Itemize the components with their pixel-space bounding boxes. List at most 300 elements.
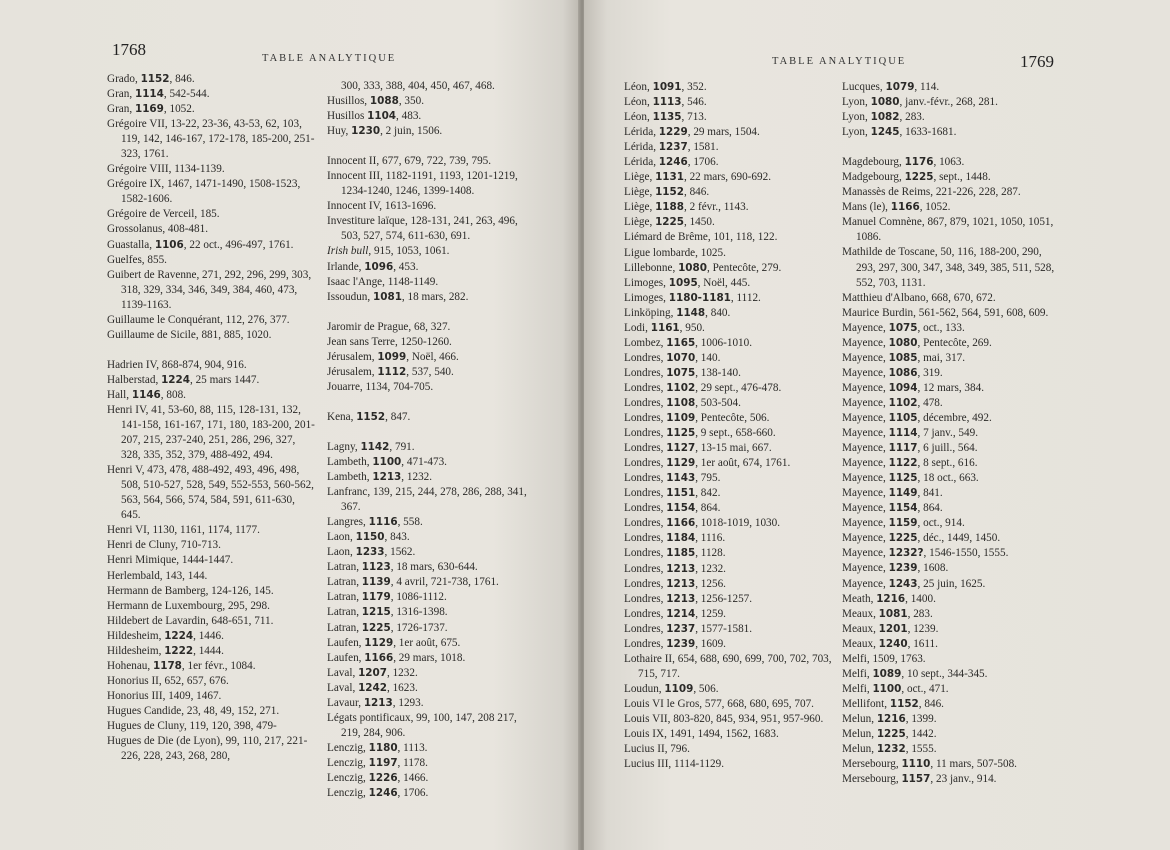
entry-refs: , 22 mars, 690-692.	[683, 171, 771, 184]
entry-term: Léon,	[624, 111, 653, 124]
entry-term: Londres,	[624, 412, 667, 425]
entry-year: 1225	[904, 171, 934, 184]
index-entry	[842, 95, 1062, 110]
entry-term: Jérusalem,	[327, 350, 378, 363]
entry-year: 1112	[377, 365, 407, 378]
entry-refs: , 847.	[385, 410, 411, 423]
index-entry	[327, 666, 539, 681]
entry-refs: , 23 janv., 914.	[930, 773, 997, 786]
entry-term: Mayence,	[842, 366, 889, 379]
index-entry: Manassès de Reims, 221-226, 228, 287.	[842, 186, 1021, 199]
entry-refs: , 1293.	[392, 696, 424, 709]
entry-refs: , sept., 1448.	[933, 171, 991, 184]
entry-term: Mayence,	[842, 427, 889, 440]
index-entry	[842, 200, 1062, 215]
index-entry	[327, 470, 539, 485]
entry-refs: , 1546-1550, 1555.	[923, 547, 1009, 560]
entry-year: 1116	[368, 516, 398, 529]
index-entry	[327, 636, 539, 651]
entry-year: 1148	[676, 306, 706, 319]
entry-refs: , 18 oct., 663.	[917, 472, 979, 485]
entry-refs: , 1232.	[695, 562, 726, 575]
entry-term: Hohenau,	[107, 659, 153, 672]
entry-term: Lenczig,	[327, 787, 369, 800]
index-entry	[327, 350, 539, 365]
index-entry	[842, 155, 1062, 170]
entry-refs: , Noël, 466.	[406, 350, 459, 363]
index-entry: Grégoire VIII, 1134-1139.	[107, 163, 225, 176]
entry-year: 1108	[666, 396, 696, 409]
index-entry	[842, 366, 1062, 381]
entry-year: 1184	[666, 532, 696, 545]
entry-refs: , 546.	[681, 96, 707, 109]
index-entry	[624, 501, 832, 516]
index-entry: Lucius II, 796.	[624, 743, 690, 756]
index-entry: Hugues Candide, 23, 48, 49, 152, 271.	[107, 704, 280, 717]
entry-refs: , 1256-1257.	[695, 592, 753, 605]
index-entry: Mathilde de Toscane, 50, 116, 188-200, 290, 293, 297, 300, 347, 348, 349, 385, 511, 528, 552, 703, 1131.	[842, 246, 1055, 289]
entry-refs: , 1316-1398.	[390, 606, 448, 619]
entry-term: Londres,	[624, 532, 667, 545]
index-entry	[327, 290, 539, 305]
letter-gap	[327, 425, 539, 440]
entry-year: 1185	[666, 547, 696, 560]
entry-year: 1075	[666, 366, 696, 379]
index-entry	[327, 455, 539, 470]
entry-year: 1079	[885, 81, 915, 93]
entry-refs: , 283.	[907, 607, 933, 620]
entry-refs: , décembre, 492.	[917, 411, 992, 424]
entry-term: Melun,	[842, 712, 877, 725]
entry-year: 1135	[652, 111, 682, 124]
index-entry: Ligue lombarde, 1025.	[624, 246, 726, 259]
entry-refs: , 350.	[398, 95, 424, 108]
entry-year: 1143	[666, 472, 696, 485]
index-entry: Guibert de Ravenne, 271, 292, 296, 299, 303, 318, 329, 334, 346, 349, 384, 460, 473, 1139-1163.	[107, 268, 312, 311]
index-entry	[327, 440, 539, 455]
index-entry	[107, 102, 317, 117]
entry-refs: , Noël, 445.	[697, 276, 751, 289]
entry-term: Londres,	[624, 577, 667, 590]
index-entry: Hugues de Die (de Lyon), 99, 110, 217, 221-226, 228, 243, 268, 280,	[107, 735, 308, 763]
entry-year: 1225	[876, 727, 906, 740]
index-entry: Henri V, 473, 478, 488-492, 493, 496, 498, 508, 510-527, 528, 549, 552-553, 560-562, 563, 564, 566, 574, 584, 591, 611-630, 645.	[107, 464, 314, 522]
index-entry	[842, 471, 1062, 486]
entry-term: Lyon,	[842, 126, 871, 139]
entry-year: 1224	[161, 373, 190, 386]
index-entry	[327, 741, 539, 756]
entry-refs: , 8 sept., 616.	[917, 457, 978, 470]
entry-year: 1159	[888, 517, 918, 530]
index-entry	[842, 727, 1062, 742]
entry-term: Melun,	[842, 743, 877, 756]
index-entry	[842, 592, 1062, 607]
entry-refs: , 846.	[169, 73, 195, 85]
entry-term: Lambeth,	[327, 455, 373, 468]
index-entry	[327, 94, 539, 109]
index-entry	[327, 260, 539, 275]
entry-term: Mayence,	[842, 562, 889, 575]
entry-refs: , 1577-1581.	[695, 622, 753, 635]
entry-year: 1243	[888, 577, 918, 590]
index-entry	[624, 155, 832, 170]
entry-term: Hall,	[107, 388, 132, 401]
index-entry	[842, 682, 1062, 697]
index-column	[842, 80, 1062, 787]
entry-term: Meaux,	[842, 637, 879, 650]
index-entry	[624, 80, 832, 95]
index-entry	[842, 757, 1062, 772]
entry-year: 1125	[666, 427, 696, 440]
entry-refs: , 1018-1019, 1030.	[695, 517, 781, 530]
entry-refs: , 29 mars, 1504.	[687, 126, 760, 139]
index-entry	[327, 545, 539, 560]
entry-refs: , 1444.	[193, 644, 224, 657]
entry-term: Liège,	[624, 216, 656, 229]
index-entry	[842, 637, 1062, 652]
index-entry	[107, 72, 317, 87]
entry-year: 1100	[872, 682, 902, 695]
entry-refs: , 114.	[914, 81, 940, 93]
entry-refs: , 1128.	[695, 547, 726, 560]
index-entry	[624, 200, 832, 215]
entry-term: Latran,	[327, 576, 362, 589]
index-entry	[327, 244, 539, 259]
entry-year: 1125	[888, 472, 918, 485]
index-entry: Grégoire de Verceil, 185.	[107, 208, 220, 221]
entry-term: Londres,	[624, 457, 667, 470]
entry-term: Melfi,	[842, 667, 873, 680]
entry-term: Magdebourg,	[842, 156, 905, 169]
index-entry: Henri Mimique, 1444-1447.	[107, 554, 234, 567]
entry-term: Léon,	[624, 96, 653, 109]
index-entry	[842, 622, 1062, 637]
entry-year: 1142	[360, 440, 390, 453]
index-entry: Jouarre, 1134, 704-705.	[327, 380, 434, 393]
entry-term: Londres,	[624, 547, 667, 560]
index-entry: Grossolanus, 408-481.	[107, 223, 208, 236]
letter-gap	[327, 395, 539, 410]
entry-term: Husillos	[327, 110, 368, 123]
index-entry	[624, 140, 832, 155]
entry-year: 1216	[876, 712, 906, 725]
entry-year: 1225	[361, 621, 391, 634]
index-entry	[107, 629, 317, 644]
entry-year: 1215	[361, 606, 391, 619]
entry-year: 1237	[666, 622, 696, 635]
index-entry: Henri VI, 1130, 1161, 1174, 1177.	[107, 524, 260, 537]
entry-term: Madgebourg,	[842, 171, 905, 184]
entry-refs: , 18 mars, 282.	[401, 290, 469, 303]
entry-refs: , 1706.	[687, 156, 719, 169]
entry-refs: , 1259.	[695, 607, 726, 620]
index-entry	[624, 381, 832, 396]
entry-refs: , 841.	[917, 487, 943, 500]
entry-refs: , 1256.	[695, 577, 726, 590]
index-entry: Hugues de Cluny, 119, 120, 398, 479-	[107, 719, 277, 732]
index-entry: Grégoire IX, 1467, 1471-1490, 1508-1523, 1582-1606.	[107, 178, 301, 206]
entry-year: 1131	[655, 171, 684, 184]
entry-term: Mayence,	[842, 321, 889, 334]
letter-gap	[107, 343, 317, 358]
entry-year: 1114	[134, 88, 164, 101]
entry-refs: , 1er août, 675.	[393, 636, 461, 649]
entry-refs: , 1006-1010.	[695, 336, 753, 349]
index-entry	[842, 170, 1062, 185]
page-number: 1768	[112, 40, 146, 59]
index-entry	[624, 185, 832, 200]
entry-year: 1165	[666, 336, 696, 349]
index-entry	[842, 336, 1062, 351]
entry-year: 1239	[888, 562, 918, 575]
entry-term: Mayence,	[842, 577, 889, 590]
entry-refs: , Pentecôte, 506.	[695, 412, 770, 425]
index-entry: Jaromir de Prague, 68, 327.	[327, 320, 451, 333]
entry-term: Jérusalem,	[327, 365, 378, 378]
entry-term: Laon,	[327, 531, 356, 544]
index-entry	[107, 388, 317, 403]
entry-refs: , 1609.	[695, 637, 726, 650]
index-entry	[327, 124, 539, 139]
index-entry	[327, 575, 539, 590]
index-entry	[624, 215, 832, 230]
entry-italic: Irish bull	[327, 245, 369, 258]
entry-term: Guastalla,	[107, 238, 155, 251]
entry-refs: , 29 sept., 476-478.	[695, 381, 782, 394]
entry-refs: , 1442.	[905, 727, 937, 740]
entry-refs: , oct., 133.	[917, 321, 965, 334]
entry-refs: , 319.	[917, 366, 943, 379]
index-entry	[624, 546, 832, 561]
index-entry	[842, 516, 1062, 531]
entry-refs: , mai, 317.	[917, 351, 966, 364]
index-entry	[624, 125, 832, 140]
entry-refs: , 842.	[695, 487, 721, 500]
entry-term: Lérida,	[624, 126, 659, 139]
entry-year: 1105	[888, 411, 918, 424]
entry-term: Londres,	[624, 442, 667, 455]
entry-term: Lenczig,	[327, 741, 369, 754]
entry-refs: , 453.	[393, 260, 419, 273]
entry-year: 1207	[358, 666, 387, 679]
entry-term: Léon,	[624, 81, 653, 93]
index-entry	[624, 562, 832, 577]
entry-refs: , oct., 471.	[901, 682, 949, 695]
index-entry	[327, 365, 539, 380]
entry-year: 1075	[888, 321, 918, 334]
entry-year: 1152	[140, 73, 170, 85]
entry-refs: , 1400.	[905, 592, 936, 605]
entry-year: 1216	[876, 592, 906, 605]
entry-term: Londres,	[624, 607, 667, 620]
index-entry	[624, 321, 832, 336]
entry-refs: , 795.	[695, 472, 721, 485]
running-head: TABLE ANALYTIQUE	[262, 53, 397, 64]
index-entry	[842, 607, 1062, 622]
entry-refs: , 483.	[396, 110, 422, 123]
entry-year: 1106	[154, 238, 184, 251]
entry-refs: , oct., 914.	[917, 517, 965, 530]
entry-year: 1122	[888, 457, 918, 470]
entry-refs: , 2 févr., 1143.	[683, 201, 749, 214]
entry-term: Hildesheim,	[107, 629, 165, 642]
entry-term: Lombez,	[624, 336, 667, 349]
entry-year: 1213	[666, 562, 696, 575]
entry-year: 1088	[369, 95, 399, 108]
entry-year: 1109	[664, 682, 694, 695]
entry-year: 1201	[878, 622, 908, 635]
entry-year: 1080	[870, 96, 900, 109]
entry-year: 1099	[377, 350, 407, 363]
entry-year: 1240	[878, 637, 908, 650]
index-entry	[624, 441, 832, 456]
index-entry	[624, 592, 832, 607]
entry-year: 1213	[666, 577, 696, 590]
entry-term: Mans (le),	[842, 201, 891, 214]
entry-refs: , 4 avril, 721-738, 1761.	[390, 576, 499, 589]
entry-year: 1086	[888, 366, 918, 379]
entry-term: Latran,	[327, 591, 362, 604]
entry-term: Grado,	[107, 73, 141, 85]
entry-year: 1091	[652, 81, 682, 93]
entry-refs: , 10 sept., 344-345.	[901, 667, 988, 680]
entry-term: Liège,	[624, 186, 656, 199]
entry-year: 1146	[131, 388, 161, 401]
entry-term: Londres,	[624, 637, 667, 650]
index-entry: Hermann de Luxembourg, 295, 298.	[107, 599, 270, 612]
entry-term: Mayence,	[842, 472, 889, 485]
index-entry	[624, 577, 832, 592]
entry-year: 1117	[888, 442, 918, 455]
index-entry	[327, 410, 539, 425]
entry-refs: , 25 mars 1447.	[189, 373, 260, 386]
entry-refs: , 283.	[899, 111, 925, 124]
entry-term: Londres,	[624, 472, 667, 485]
entry-year: 1085	[888, 351, 918, 364]
entry-year: 1242	[358, 681, 387, 694]
entry-year: 1089	[872, 667, 902, 680]
entry-term: Mayence,	[842, 517, 889, 530]
entry-year: 1094	[888, 381, 918, 394]
index-column	[107, 72, 317, 764]
index-entry	[107, 87, 317, 102]
entry-refs: , 1706.	[397, 787, 429, 800]
letter-gap	[327, 305, 539, 320]
index-entry: Hadrien IV, 868-874, 904, 916.	[107, 358, 247, 371]
entry-refs: , 1112.	[730, 291, 761, 304]
index-entry: 300, 333, 388, 404, 450, 467, 468.	[341, 80, 495, 92]
entry-refs: , 846.	[918, 697, 944, 710]
index-entry	[327, 681, 539, 696]
entry-year: 1213	[372, 471, 402, 484]
index-entry: Honorius III, 1409, 1467.	[107, 689, 222, 702]
index-entry	[842, 396, 1062, 411]
index-entry: Manuel Comnène, 867, 879, 1021, 1050, 1051, 1086.	[842, 216, 1054, 244]
index-entry	[327, 756, 539, 771]
entry-year: 1246	[368, 787, 398, 800]
index-entry	[327, 621, 539, 636]
entry-term: Londres,	[624, 517, 667, 530]
entry-refs: , 1er août, 674, 1761.	[695, 457, 791, 470]
entry-term: Latran,	[327, 621, 362, 634]
index-entry	[624, 276, 832, 291]
entry-year: 1180	[368, 741, 398, 754]
index-entry: Henri de Cluny, 710-713.	[107, 539, 221, 552]
entry-year: 1233	[355, 546, 385, 559]
entry-refs: , 864.	[917, 502, 943, 515]
entry-year: 1169	[134, 103, 164, 116]
entry-term: Mayence,	[842, 487, 889, 500]
index-entry	[624, 426, 832, 441]
entry-refs: , 808.	[160, 388, 186, 401]
entry-year: 1225	[655, 216, 684, 229]
index-entry: Henri IV, 41, 53-60, 88, 115, 128-131, 132, 141-158, 161-167, 171, 180, 183-200, 201-207, 215, 237-240, 251, 286, 296, 327, 328, 335, 352, 379, 488-492, 494.	[107, 403, 315, 462]
index-entry: Hermann de Bamberg, 124-126, 145.	[107, 584, 274, 597]
entry-year: 1154	[888, 502, 918, 515]
letter-gap	[327, 139, 539, 154]
entry-term: Huy,	[327, 125, 352, 138]
entry-year: 1245	[870, 126, 900, 139]
entry-year: 1095	[668, 276, 698, 289]
index-entry: Melfi, 1509, 1763.	[842, 652, 926, 665]
index-entry	[624, 170, 832, 185]
entry-refs: , 1726-1737.	[390, 621, 448, 634]
left-page	[0, 0, 580, 850]
index-entry	[842, 667, 1062, 682]
page-number: 1769	[1020, 52, 1054, 71]
index-entry	[842, 426, 1062, 441]
entry-term: Londres,	[624, 396, 667, 409]
entry-year: 1179	[361, 591, 391, 604]
entry-term: Melun,	[842, 727, 877, 740]
index-entry	[842, 531, 1062, 546]
index-entry	[842, 577, 1062, 592]
index-entry: Guillaume le Conquérant, 112, 276, 377.	[107, 313, 290, 326]
entry-refs: , 1232.	[401, 471, 433, 484]
index-entry	[842, 697, 1062, 712]
entry-refs: , 713.	[681, 111, 707, 124]
entry-term: Limoges,	[624, 291, 669, 304]
entry-year: 1109	[666, 412, 696, 425]
index-entry: Guelfes, 855.	[107, 253, 167, 266]
entry-refs: , janv.-févr., 268, 281.	[899, 96, 998, 109]
entry-refs: , 22 oct., 496-497, 1761.	[183, 238, 294, 251]
entry-year: 1123	[361, 561, 391, 574]
entry-refs: , 471-473.	[401, 455, 447, 468]
entry-refs: , 791.	[389, 440, 415, 453]
entry-refs: , 846.	[683, 186, 710, 199]
entry-term: Meath,	[842, 592, 877, 605]
entry-term: Kena,	[327, 410, 357, 423]
index-entry: Innocent III, 1182-1191, 1193, 1201-1219, 1234-1240, 1246, 1399-1408.	[327, 170, 518, 198]
index-entry	[624, 531, 832, 546]
entry-year: 1239	[666, 637, 696, 650]
index-entry	[842, 742, 1062, 757]
entry-year: 1176	[904, 156, 934, 169]
index-entry: Louis VII, 803-820, 845, 934, 951, 957-960.	[624, 712, 824, 725]
index-entry	[327, 696, 539, 711]
entry-term: Londres,	[624, 427, 667, 440]
index-entry: Honorius II, 652, 657, 676.	[107, 674, 229, 687]
entry-year: 1100	[372, 455, 402, 468]
entry-year: 1104	[367, 110, 397, 123]
entry-term: Melfi,	[842, 682, 873, 695]
index-entry	[842, 80, 1062, 95]
entry-refs: , 12 mars, 384.	[917, 381, 985, 394]
entry-term: Linköping,	[624, 306, 677, 319]
index-entry	[842, 321, 1062, 336]
entry-year: 1178	[152, 659, 182, 672]
